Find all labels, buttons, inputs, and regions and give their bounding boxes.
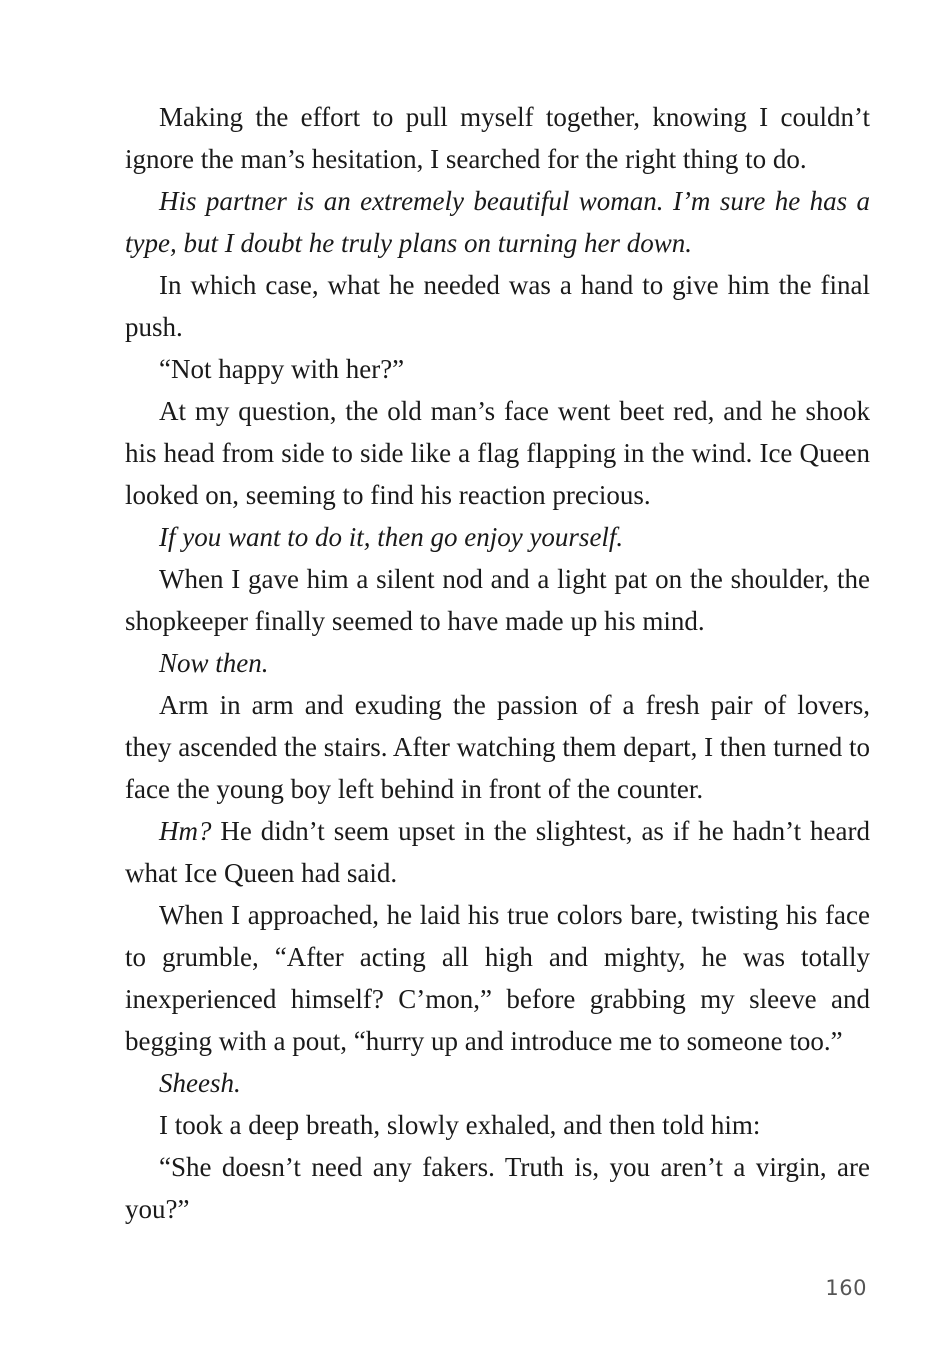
paragraph-4-dialogue: “Not happy with her?” xyxy=(159,354,405,384)
paragraph-3: In which case, what he needed was a hand to give him the final push. xyxy=(125,270,870,342)
paragraph-7: When I gave him a silent nod and a light pat on the shoulder, the shopkeeper finally seemed to have made up his mind. xyxy=(125,564,870,636)
paragraph-12-inner-thought: Sheesh. xyxy=(159,1068,241,1098)
paragraph-5: At my question, the old man’s face went beet red, and he shook his head from side to side like a flag flapping in the wind. Ice Queen looked on, seeming to find his reaction precious. xyxy=(125,396,870,510)
body-text xyxy=(125,96,870,1230)
paragraph-10-text: He didn’t seem upset in the slightest, as if he hadn’t heard what Ice Queen had said. xyxy=(125,816,870,888)
paragraph-13: I took a deep breath, slowly exhaled, and then told him: xyxy=(159,1110,761,1140)
paragraph-10-lead: Hm? xyxy=(159,816,212,846)
page-number: 160 xyxy=(825,1276,867,1300)
paragraph-14-dialogue: “She doesn’t need any fakers. Truth is, you aren’t a virgin, are you?” xyxy=(125,1152,870,1224)
paragraph-8-inner-thought: Now then. xyxy=(159,648,269,678)
paragraph-2-inner-thought: His partner is an extremely beautiful woman. I’m sure he has a type, but I doubt he truly plans on turning her down. xyxy=(125,186,870,258)
paragraph-1: Making the effort to pull myself together, knowing I couldn’t ignore the man’s hesitation, I searched for the right thing to do. xyxy=(125,102,870,174)
paragraph-9: Arm in arm and exuding the passion of a fresh pair of lovers, they ascended the stairs. After watching them depart, I then turned to face the young boy left behind in front of the counter. xyxy=(125,690,870,804)
paragraph-11: When I approached, he laid his true colors bare, twisting his face to grumble, “After acting all high and mighty, he was totally inexperienced himself? C’mon,” before grabbing my sleeve and begging with a pout, “hurry up and introduce me to someone too.” xyxy=(125,900,870,1056)
paragraph-6-inner-thought: If you want to do it, then go enjoy yourself. xyxy=(159,522,624,552)
paragraph-10 xyxy=(125,810,870,894)
